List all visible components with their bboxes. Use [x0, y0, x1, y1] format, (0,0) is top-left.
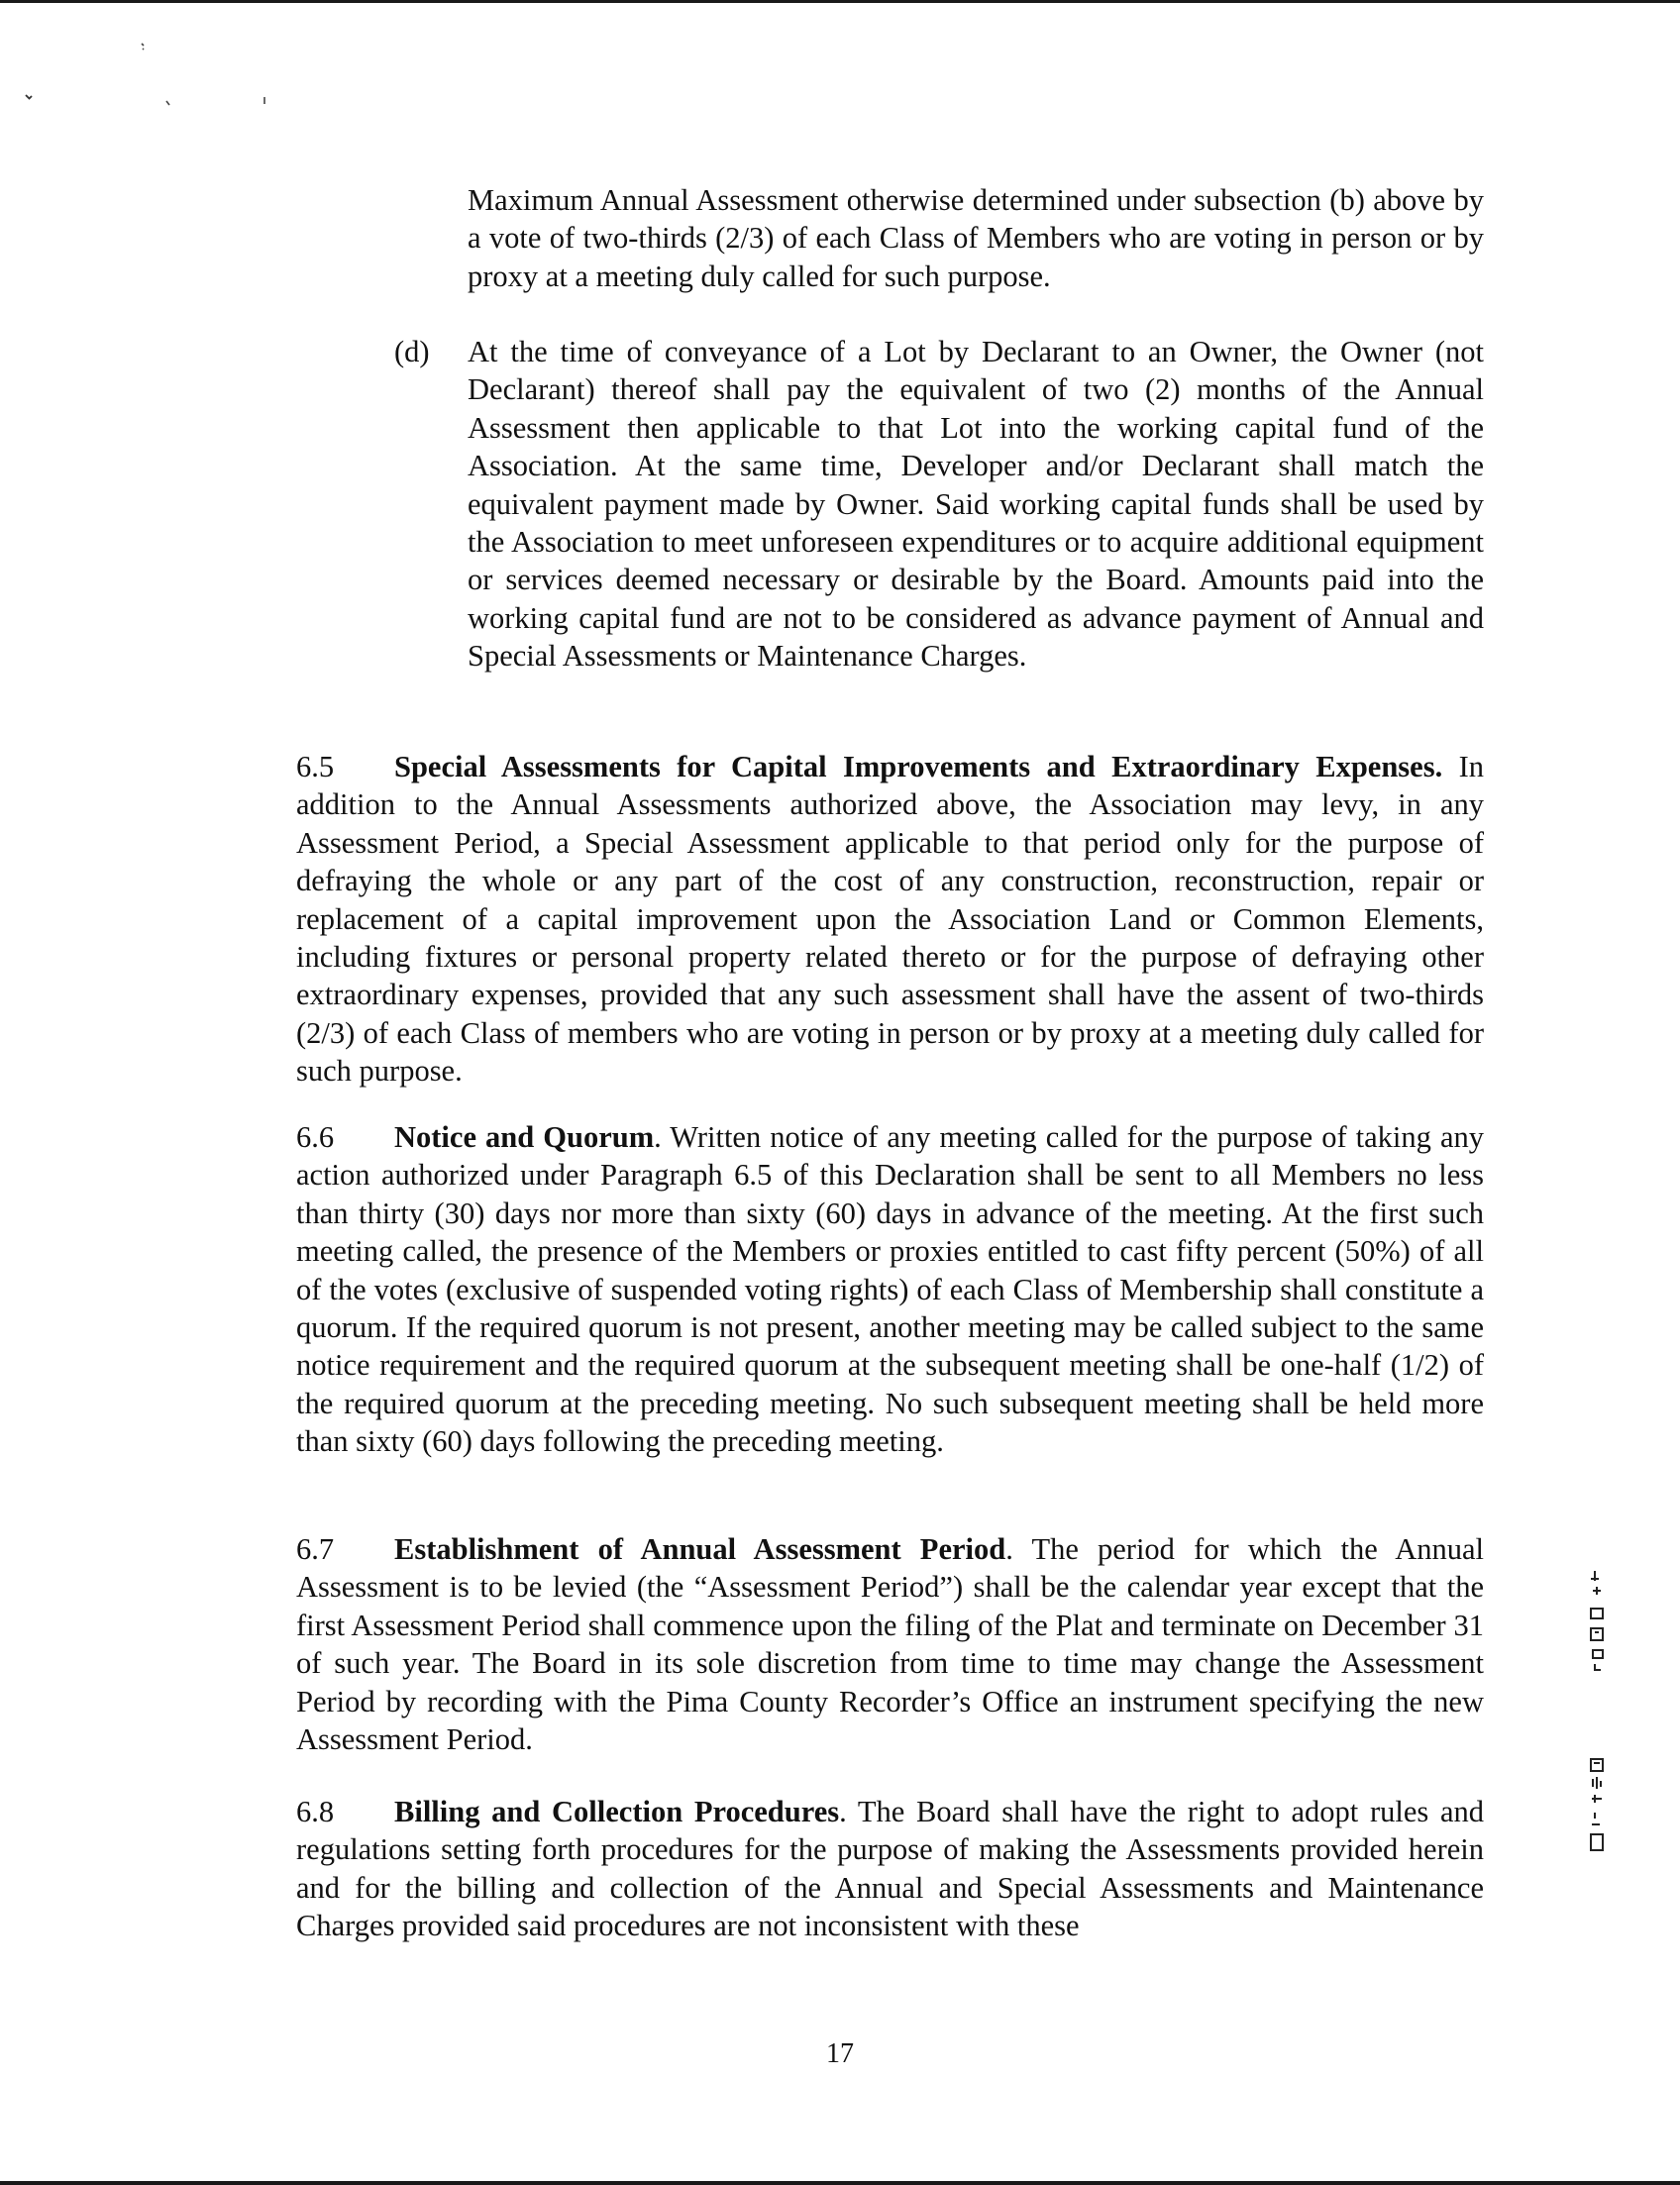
scan-bottom-edge [0, 2181, 1680, 2185]
section-6-7: 6.7 Establishment of Annual Assessment Period. The period for which the Annual Assessment is to be levied (the “Assessment Period”) shall be the calendar year except that the first Assessment Period shall commence upon the filing of the Plat and terminate on December 31 of such year. The Board in its sole discretion from time to time may change the Assessment Period by recording with the Pima County Recorder’s Office an instrument specifying the new Assessment Period. [296, 1532, 1484, 1757]
section-number: 6.8 [296, 1795, 335, 1828]
subsection-d-label: (d) [394, 335, 430, 368]
page-number: 17 [826, 2038, 854, 2069]
continuation-paragraph: Maximum Annual Assessment otherwise determined under subsection (b) above by a vote of two-thirds (2/3) of each Class of Members who are voting in person or by proxy at a meeting duly called for such purpose. [468, 183, 1484, 293]
scan-top-edge [0, 0, 1680, 3]
section-heading: Notice and Quorum [394, 1120, 655, 1154]
section-6-5: 6.5 Special Assessments for Capital Improvements and Extraordinary Expenses. In addition to the Annual Assessments authorized above, the Association may levy, in any Assessment Period, a Special Assessment applicable to that period only for the purpose of defraying the whole or any part of the cost of any construction, reconstruction, repair or replacement of a capital improvement upon the Association Land or Common Elements, including fixtures or personal property related thereto or for the purpose of defraying other extraordinary expenses, provided that any such assessment shall have the assent of two-thirds (2/3) of each Class of members who are voting in person or by proxy at a meeting duly called for such purpose. [296, 750, 1484, 1089]
section-number: 6.7 [296, 1532, 335, 1566]
section-heading: Establishment of Annual Assessment Period [394, 1532, 1006, 1566]
section-number: 6.6 [296, 1120, 335, 1154]
section-body: The Board shall have the right to adopt rules and regulations setting forth procedures for the purpose of making the Assessments provided herein and for the billing and collection of the Annual and Special Assessments and Maintenance Charges provided said procedures are not inconsistent with these [296, 1795, 1485, 1943]
section-6-8: 6.8 Billing and Collection Procedures. The Board shall have the right to adopt rules and regulations setting forth procedures for the purpose of making the Assessments provided herein and for the billing and collection of the Annual and Special Assessments and Maintenance Charges provided said procedures are not inconsistent with these [296, 1795, 1485, 1943]
recording-stamp-mark [1583, 1565, 1613, 1902]
section-body: The period for which the Annual Assessment is to be levied (the “Assessment Period”) shall be the calendar year except that the first Assessment Period shall commence upon the filing of the Plat and terminate on December 31 of such year. The Board in its sole discretion from time to time may change the Assessment Period by recording with the Pima County Recorder’s Office an instrument specifying the new Assessment Period. [296, 1532, 1484, 1757]
section-heading: Billing and Collection Procedures [394, 1795, 840, 1828]
section-number: 6.5 [296, 750, 335, 783]
subsection-d-text: At the time of conveyance of a Lot by Declarant to an Owner, the Owner (not Declarant) thereof shall pay the equivalent of two (2) months of the Annual Assessment then applicable to that Lot into the working capital fund of the Association. At the same time, Developer and/or Declarant shall match the equivalent payment made by Owner. Said working capital funds shall be used by the Association to meet unforeseen expenditures or to acquire additional equipment or services deemed necessary or desirable by the Board. Amounts paid into the working capital fund are not to be considered as advance payment of Annual and Special Assessments or Maintenance Charges. [468, 335, 1484, 674]
section-body: Written notice of any meeting called for the purpose of taking any action authorized under Paragraph 6.5 of this Declaration shall be sent to all Members no less than thirty (30) days nor more than sixty (60) days in advance of the meeting. At the first such meeting called, the presence of the Members or proxies entitled to cast fifty percent (50%) of all of the votes (exclusive of suspended voting rights) of each Class of Membership shall constitute a quorum. If the required quorum is not present, another meeting may be called subject to the same notice requirement and the required quorum at the subsequent meeting shall be one-half (1/2) of the required quorum at the preceding meeting. No such subsequent meeting shall be held more than sixty (60) days following the preceding meeting. [296, 1120, 1485, 1459]
section-heading: Special Assessments for Capital Improvements and Extraordinary Expenses [394, 750, 1435, 783]
subsection-d-paragraph [394, 333, 1484, 676]
section-6-6: 6.6 Notice and Quorum. Written notice of any meeting called for the purpose of taking any action authorized under Paragraph 6.5 of this Declaration shall be sent to all Members no less than thirty (30) days nor more than sixty (60) days in advance of the meeting. At the first such meeting called, the presence of the Members or proxies entitled to cast fifty percent (50%) of all of the votes (exclusive of suspended voting rights) of each Class of Membership shall constitute a quorum. If the required quorum is not present, another meeting may be called subject to the same notice requirement and the required quorum at the subsequent meeting shall be one-half (1/2) of the required quorum at the preceding meeting. No such subsequent meeting shall be held more than sixty (60) days following the preceding meeting. [296, 1120, 1485, 1459]
scan-speck-marks [20, 30, 277, 119]
section-body: In addition to the Annual Assessments authorized above, the Association may levy, in any Assessment Period, a Special Assessment applicable to that period only for the purpose of defraying the whole or any part of the cost of any construction, reconstruction, repair or replacement of a capital improvement upon the Association Land or Common Elements, including fixtures or personal property related thereto or for the purpose of defraying other extraordinary expenses, provided that any such assessment shall have the assent of two-thirds (2/3) of each Class of members who are voting in person or by proxy at a meeting duly called for such purpose. [296, 750, 1484, 1089]
